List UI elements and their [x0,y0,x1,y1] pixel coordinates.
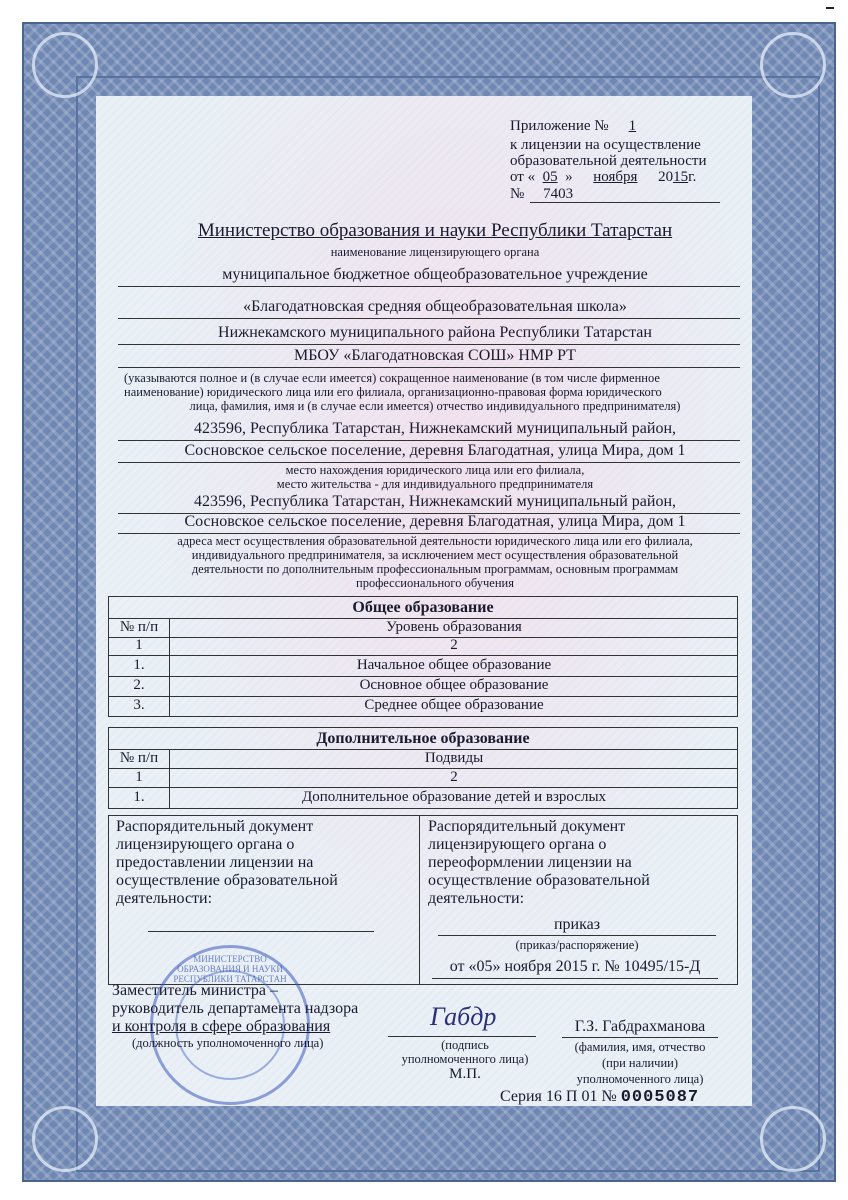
ministry-name: Министерство образования и науки Республики Татарстан [197,220,673,241]
series-code: 16 П 01 [545,1088,598,1105]
additional-index-1: 1 [135,769,143,785]
signature-line [388,1036,536,1037]
decision-left-blank-line [148,931,374,932]
license-number-underline [530,202,720,203]
decision-left-line1: Распорядительный документ [116,818,314,835]
license-no-label: № [510,186,525,202]
date-month: ноября [593,169,638,185]
series-number: 0005087 [620,1088,700,1107]
location-caption1: место нахождения юридического лица или его филиала, [285,463,585,477]
table-row-number: 1. [133,657,145,673]
name-caption1: (фамилия, имя, отчество [574,1040,706,1054]
series-label: Серия [500,1088,542,1105]
series-line [500,1088,699,1107]
date-year-prefix: 20 [658,169,674,185]
corner-ornament [32,32,98,98]
appendix-date [510,169,696,186]
table-row-level: Начальное общее образование [356,657,552,673]
activity-caption4: профессионального обучения [356,576,514,590]
position-line1: Заместитель министра – [112,982,278,999]
date-year-suffix: г. [688,169,697,185]
org-short-name-rule [118,367,740,368]
date-day: 05 [542,169,558,185]
location-line1-rule [118,440,740,441]
decision-left-line5: деятельности: [116,890,213,907]
date-year: 15 [673,169,689,185]
appendix-license-number [510,186,588,203]
sign-caption2: уполномоченного лица) [401,1052,529,1066]
org-line2-rule [118,318,740,319]
corner-ornament [32,1106,98,1172]
activity-caption2: индивидуального предпринимателя, за исключением мест осуществления образовательной [191,548,679,562]
additional-education-table [108,727,738,809]
decision-doc-reference: от «05» ноября 2015 г. № 10495/15-Д [449,958,701,975]
decision-right-line2: лицензирующего органа о [428,836,607,853]
org-line1: муниципальное бюджетное общеобразовательное учреждение [222,266,648,283]
decision-left-line3: предоставлении лицензии на [116,854,314,871]
location-caption2: место жительства - для индивидуального предпринимателя [276,477,594,491]
table-row-number: 2. [133,677,145,693]
ministry-caption: наименование лицензирующего органа [330,245,540,259]
date-prefix: от « [510,169,536,185]
org-line1-rule [118,286,740,287]
decision-right-line3: переоформлении лицензии на [428,854,632,871]
table-row-number: 3. [133,697,145,713]
decision-doc-type: приказ [553,916,601,933]
position-line2: руководитель департамента надзора [112,1000,359,1017]
seal-text: МИНИСТЕРСТВО ОБРАЗОВАНИЯ И НАУКИ РЕСПУБЛИКИ ТАТАРСТАН [173,954,287,984]
table-row-subtype: Дополнительное образование детей и взрослых [301,789,607,805]
org-caption2: наименование) юридического лица или его филиала, организационно-правовая форма юридического [124,385,662,399]
sign-caption1: (подпись [441,1038,489,1052]
table-row-level: Среднее общее образование [364,697,544,713]
decision-doc-type-caption: (приказ/распоряжение) [515,938,639,952]
general-col-level: Уровень образования [386,619,522,635]
org-short-name: МБОУ «Благодатновская СОШ» НМР РТ [294,347,576,364]
table-row-level: Основное общее образование [359,677,549,693]
general-col-number: № п/п [119,619,159,635]
table-row-rule [109,787,737,788]
additional-col-subtype: Подвиды [424,750,484,766]
corner-ornament [760,1106,826,1172]
appendix-line1: к лицензии на осуществление [510,137,701,153]
org-line3: Нижнекамского муниципального района Республики Татарстан [218,324,652,341]
decision-right-line5: деятельности: [428,890,525,907]
license-number-value: 7403 [543,186,574,202]
handwritten-signature: Габдр [430,1002,497,1031]
signatory-name: Г.З. Габдрахманова [574,1018,706,1035]
activity-caption1: адреса мест осуществления образовательной деятельности юридического лица или его филиала, [177,534,693,548]
decision-right-line4: осуществление образовательной [428,872,650,889]
org-line3-rule [118,344,740,345]
series-no-label: № [601,1088,617,1105]
doc-ref-underline [432,978,718,979]
table-row-number: 1. [133,789,145,805]
appendix-label: Приложение № [510,118,609,134]
org-line2: «Благодатновская средняя общеобразовательная школа» [243,298,627,315]
location-line1: 423596, Республика Татарстан, Нижнекамский муниципальный район, [193,420,677,437]
doc-type-underline [438,935,716,936]
general-education-title: Общее образование [352,599,494,616]
date-day-close: » [565,169,573,185]
general-index-1: 1 [135,637,143,653]
decision-left-line2: лицензирующего органа о [116,836,295,853]
name-caption2: (при наличии) [601,1056,679,1070]
general-index-2: 2 [450,637,458,653]
activity-caption3: деятельности по дополнительным профессиональным программам, основным программам [191,562,679,576]
additional-col-number: № п/п [119,750,159,766]
general-education-table [108,596,738,717]
decision-right-line1: Распорядительный документ [428,818,626,835]
position-line3: и контроля в сфере образования [112,1018,331,1035]
org-caption3: лица, фамилия, имя и (в случае если имеется) отчество индивидуального предпринимателя) [189,399,681,413]
appendix-line2: образовательной деятельности [510,153,707,169]
activity-line2: Сосновское сельское поселение, деревня Благодатная, улица Мира, дом 1 [184,513,686,530]
signatory-name-underline [562,1037,718,1038]
location-line2: Сосновское сельское поселение, деревня Благодатная, улица Мира, дом 1 [184,442,686,459]
decision-left-line4: осуществление образовательной [116,872,338,889]
corner-mark [826,7,834,9]
appendix-number: 1 [628,118,637,134]
name-caption3: уполномоченного лица) [576,1072,704,1086]
additional-index-2: 2 [450,769,458,785]
table-row-rule [109,655,737,656]
position-caption: (должность уполномоченного лица) [132,1036,324,1050]
activity-line1: 423596, Республика Татарстан, Нижнекамский муниципальный район, [193,493,677,510]
additional-education-title: Дополнительное образование [316,730,530,747]
decision-divider [419,816,420,984]
org-caption1: (указываются полное и (в случае если имеется) сокращенное наименование (в том числе фирменное [124,371,660,385]
mp-label: М.П. [449,1066,481,1082]
corner-ornament [760,32,826,98]
